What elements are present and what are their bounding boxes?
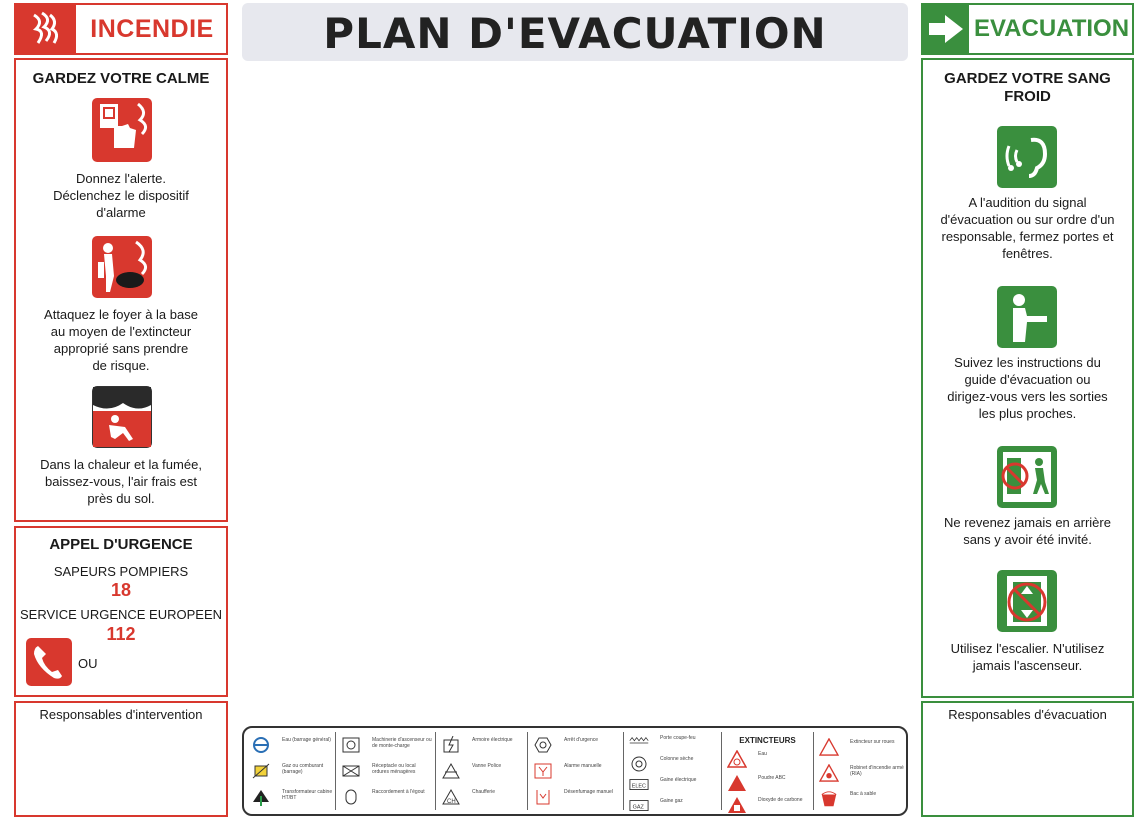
fire-extinguisher-icon <box>92 236 152 298</box>
dry-riser-icon <box>629 755 649 773</box>
co2-extinguisher-icon <box>727 796 747 814</box>
no-elevator-icon <box>997 570 1057 632</box>
gas-valve-icon <box>251 762 271 780</box>
evacuation-responsibles-box <box>921 701 1134 817</box>
legend-item: Vanne Police <box>436 760 527 784</box>
legend-item: Arrêt d'urgence <box>528 734 623 758</box>
evacuation-header <box>921 3 1134 55</box>
elevator-machinery-icon <box>341 736 361 754</box>
legend-item: Poudre ABC <box>722 772 813 792</box>
sewer-icon <box>341 788 361 806</box>
legend-item: Eau <box>722 748 813 768</box>
wheeled-extinguisher-icon <box>819 738 839 756</box>
legend-item: Porte coupe-feu <box>624 732 721 752</box>
legend-item: Machinerie d'ascenseur ou de monte-charge <box>336 734 435 758</box>
electrical-duct-icon <box>629 776 649 794</box>
legend-item: Réceptacle ou local ordures ménagères <box>336 760 435 784</box>
eu-emergency-label: SERVICE URGENCE EUROPEEN <box>19 607 223 622</box>
legend-col-utilities <box>246 732 336 810</box>
legend-panel <box>242 726 908 816</box>
svg-text:GAZ: GAZ <box>632 804 644 811</box>
evacuation-responsibles-label: Responsables d'évacuation <box>948 707 1107 722</box>
legend-item: Gaz ou comburant (barrage) <box>246 760 335 784</box>
phone-icon <box>26 638 72 686</box>
intervention-responsibles-box <box>14 701 228 817</box>
evac-step-2-text: Suivez les instructions du guide d'évacuation ou dirigez-vous vers les sorties les plus proches. <box>947 355 1108 421</box>
plan-title: PLAN D'EVACUATION <box>323 9 827 58</box>
firefighters-number: 18 <box>110 580 132 600</box>
legend-item: Extincteur sur roues <box>814 736 906 760</box>
manual-alarm-icon <box>533 762 553 780</box>
legend-item: Bac à sable <box>814 788 906 812</box>
guide-pointing-icon <box>997 286 1057 348</box>
legend-col-building <box>336 732 436 810</box>
smoke-extraction-icon <box>533 788 553 806</box>
emergency-call-panel <box>14 526 228 697</box>
alarm-button-icon <box>92 98 152 162</box>
evacuation-instructions-panel <box>921 58 1134 698</box>
svg-text:ELEC: ELEC <box>631 783 646 790</box>
fire-step-1-text: Donnez l'alerte. Déclenchez le dispositif d'alarme <box>53 171 189 220</box>
fire-door-icon <box>629 734 649 752</box>
crouch-smoke-icon <box>92 386 152 448</box>
legend-item: Colonne sèche <box>624 753 721 773</box>
legend-col-technical <box>436 732 528 810</box>
emergency-title: APPEL D'URGENCE <box>49 536 193 553</box>
eu-emergency-number: 112 <box>106 624 136 644</box>
incendie-title: INCENDIE <box>90 15 214 43</box>
legend-item: GAZ Gaine gaz <box>624 795 721 815</box>
legend-item: Eau (barrage général) <box>246 734 335 758</box>
or-label: OU <box>78 656 98 671</box>
fire-flag <box>16 5 76 53</box>
listen-signal-icon <box>997 126 1057 188</box>
water-extinguisher-icon <box>727 750 747 768</box>
legend-item: CH Chaufferie <box>436 786 527 810</box>
police-valve-icon <box>441 762 461 780</box>
transformer-icon <box>251 788 271 806</box>
arrow-flag <box>923 5 969 53</box>
fire-instructions-panel <box>14 58 228 522</box>
sand-bucket-icon <box>819 790 839 808</box>
waste-room-icon <box>341 762 361 780</box>
emergency-stop-icon <box>533 736 553 754</box>
legend-col-mobile-equipment <box>814 732 906 810</box>
evac-panel-title: GARDEZ VOTRE SANG FROID <box>944 70 1111 105</box>
legend-item: Raccordement à l'égout <box>336 786 435 810</box>
intervention-responsibles-label: Responsables d'intervention <box>39 707 203 722</box>
incendie-header <box>14 3 228 55</box>
evac-step-4-text: Utilisez l'escalier. N'utilisez jamais l'ascenseur. <box>950 641 1105 673</box>
legend-item: Désenfumage manuel <box>528 786 623 810</box>
flame-icon <box>30 11 62 47</box>
legend-item: Dioxyde de carbone <box>722 794 813 814</box>
extinguishers-heading: EXTINCTEURS <box>739 736 796 745</box>
no-return-icon <box>997 446 1057 508</box>
firefighters-label: SAPEURS POMPIERS <box>53 564 189 579</box>
legend-item: Transformateur cabine HT/BT <box>246 786 335 810</box>
fire-hose-icon <box>819 764 839 782</box>
electrical-cabinet-icon <box>441 736 461 754</box>
evac-step-3-text: Ne revenez jamais en arrière sans y avoir été invité. <box>944 515 1111 547</box>
legend-item: Robinet d'incendie armé (RIA) <box>814 762 906 786</box>
water-valve-icon <box>251 736 271 754</box>
svg-text:CH: CH <box>447 799 456 805</box>
plan-title-bar <box>242 3 908 61</box>
evac-step-1-text: A l'audition du signal d'évacuation ou sur ordre d'un responsable, fermez portes et fenêtres. <box>940 195 1115 261</box>
fire-step-3-text: Dans la chaleur et la fumée, baissez-vous, l'air frais est près du sol. <box>40 457 202 506</box>
arrow-right-icon <box>923 5 969 53</box>
fire-step-2-text: Attaquez le foyer à la base au moyen de l'extincteur approprié sans prendre de risque. <box>44 307 198 373</box>
fire-panel-title: GARDEZ VOTRE CALME <box>32 70 210 87</box>
legend-col-fire-equipment <box>624 732 722 810</box>
legend-item: Armoire électrique <box>436 734 527 758</box>
powder-extinguisher-icon <box>727 774 747 792</box>
legend-col-safety <box>528 732 624 810</box>
legend-item: ELEC Gaine électrique <box>624 774 721 794</box>
evacuation-title: EVACUATION <box>973 15 1130 42</box>
boiler-room-icon <box>441 788 461 806</box>
legend-item: Alarme manuelle <box>528 760 623 784</box>
gas-duct-icon <box>629 797 649 815</box>
legend-col-extinguishers <box>722 732 814 810</box>
